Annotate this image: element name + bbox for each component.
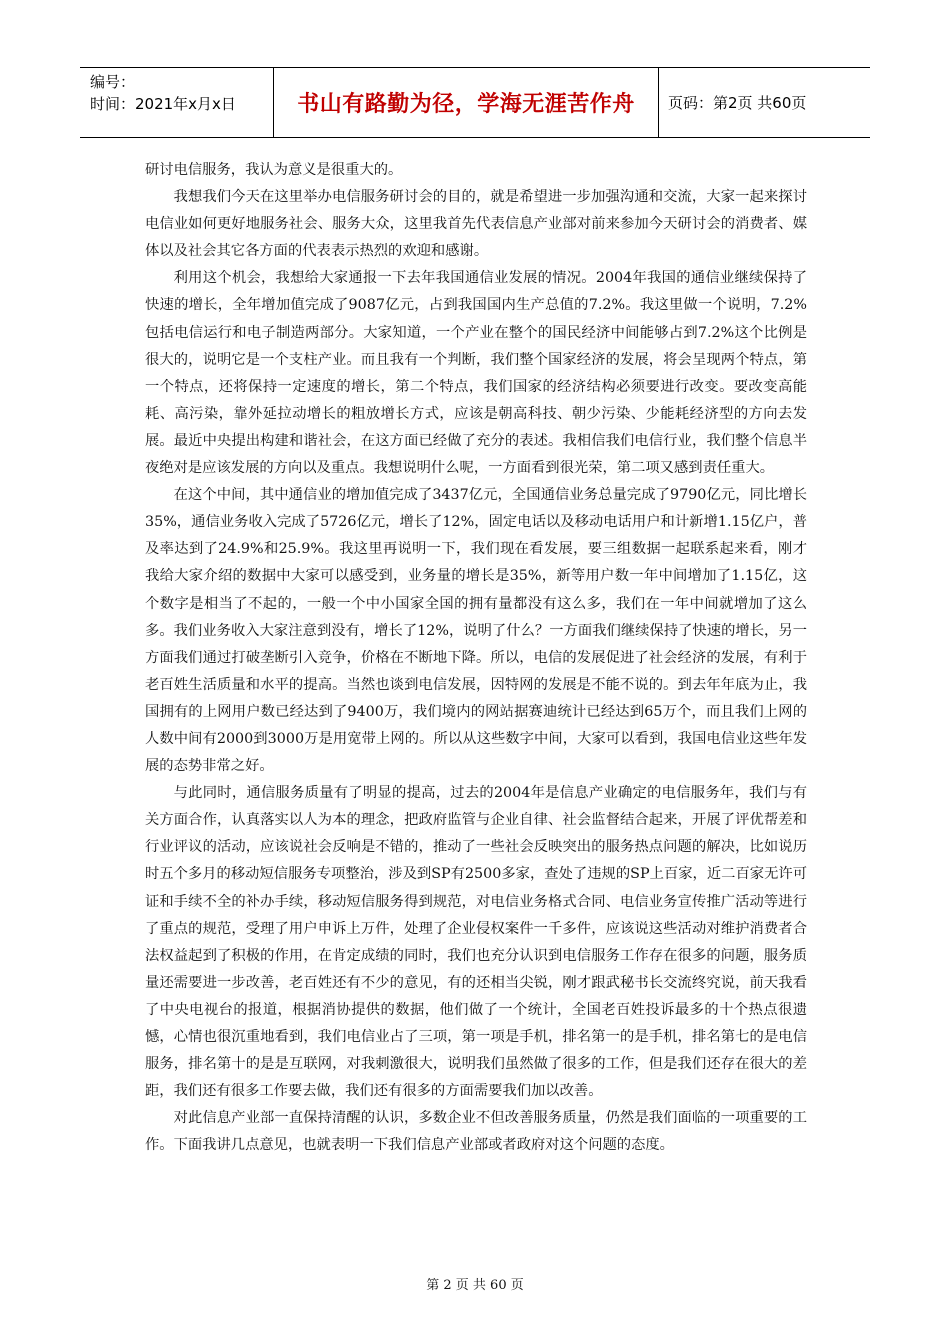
header-meta bbox=[90, 71, 270, 115]
document-number-label: 编号： bbox=[90, 73, 136, 91]
document-body bbox=[145, 157, 807, 1159]
header-divider-right bbox=[658, 67, 659, 138]
paragraph-2: 我想我们今天在这里举办电信服务研讨会的目的，就是希望进一步加强沟通和交流，大家一起来探讨电信业如何更好地服务社会、服务大众，这里我首先代表信息产业部对前来参加今天研讨会的消费者、媒体以及社会其它各方面的代表表示热烈的欢迎和感谢。 bbox=[145, 189, 807, 260]
document-time-label: 时间：2021年x月x日 bbox=[90, 95, 236, 113]
paragraph-1: 研讨电信服务，我认为意义是很重大的。 bbox=[145, 162, 403, 178]
header-motto: 书山有路勤为径，学海无涯苦作舟 bbox=[297, 92, 635, 117]
page-footer: 第 2 页 共 60 页 bbox=[426, 1278, 524, 1293]
header-page-info: 页码：第2页 共60页 bbox=[668, 94, 807, 112]
page-header bbox=[80, 67, 870, 139]
paragraph-3: 利用这个机会，我想给大家通报一下去年我国通信业发展的情况。2004年我国的通信业继续保持了快速的增长，全年增加值完成了9087亿元，占到我国国内生产总值的7.2%。我这里做一个说明，7.2%包括电信运行和电子制造两部分。大家知道，一个产业在整个的国民经济中间能够占到7.2%这个比例是很大的，说明它是一个支柱产业。而且我有一个判断，我们整个国家经济的发展，将会呈现两个特点，第一个特点，还将保持一定速度的增长，第二个特点，我们国家的经济结构必须要进行改变。要改变高能耗、高污染，靠外延拉动增长的粗放增长方式，应该是朝高科技、朝少污染、少能耗经济型的方向去发展。最近中央提出构建和谐社会，在这方面已经做了充分的表述。我相信我们电信行业，我们整个信息半夜绝对是应该发展的方向以及重点。我想说明什么呢，一方面看到很光荣，第二项又感到责任重大。 bbox=[145, 270, 807, 477]
paragraph-5: 与此同时，通信服务质量有了明显的提高，过去的2004年是信息产业确定的电信服务年，我们与有关方面合作，认真落实以人为本的理念，把政府监管与企业自律、社会监督结合起来，开展了评优帮差和行业评议的活动，应该说社会反响是不错的，推动了一些社会反映突出的服务热点问题的解决，比如说历时五个多月的移动短信服务专项整治，涉及到SP有2500多家，查处了违规的SP上百家，近二百家无许可证和手续不全的补办手续，移动短信服务得到规范，对电信业务格式合同、电信业务宣传推广活动等进行了重点的规范，受理了用户申诉上万件，处理了企业侵权案件一千多件，应该说这些活动对维护消费者合法权益起到了积极的作用，在肯定成绩的同时，我们也充分认识到电信服务工作存在很多的问题，服务质量还需要进一步改善，老百姓还有不少的意见，有的还相当尖锐，刚才跟武秘书长交流终究说，前天我看了中央电视台的报道，根据消协提供的数据，他们做了一个统计，全国老百姓投诉最多的十个热点很遗憾，心情也很沉重地看到，我们电信业占了三项，第一项是手机，排名第一的是手机，排名第七的是电信服务，排名第十的是是互联网，对我刺激很大，说明我们虽然做了很多的工作，但是我们还存在很大的差距，我们还有很多工作要去做，我们还有很多的方面需要我们加以改善。 bbox=[145, 785, 807, 1100]
paragraph-6: 对此信息产业部一直保持清醒的认识，多数企业不但改善服务质量，仍然是我们面临的一项重要的工作。下面我讲几点意见，也就表明一下我们信息产业部或者政府对这个问题的态度。 bbox=[145, 1110, 807, 1154]
paragraph-4: 在这个中间，其中通信业的增加值完成了3437亿元，全国通信业务总量完成了9790亿元，同比增长35%，通信业务收入完成了5726亿元，增长了12%，固定电话以及移动电话用户和计新增1.15亿户，普及率达到了24.9%和25.9%。我这里再说明一下，我们现在看发展，要三组数据一起联系起来看，刚才我给大家介绍的数据中大家可以感受到，业务量的增长是35%，新等用户数一年中间增加了1.15亿，这个数字是相当了不起的，一般一个中小国家全国的拥有量都没有这么多，我们在一年中间就增加了这么多。我们业务收入大家注意到没有，增长了12%，说明了什么？一方面我们继续保持了快速的增长，另一方面我们通过打破垄断引入竞争，价格在不断地下降。所以，电信的发展促进了社会经济的发展，有利于老百姓生活质量和水平的提高。当然也谈到电信发展，因特网的发展是不能不说的。到去年年底为止，我国拥有的上网用户数已经达到了9400万，我们境内的网站据赛迪统计已经达到65万个，而且我们上网的人数中间有2000到3000万是用宽带上网的。所以从这些数字中间，大家可以看到，我国电信业这些年发展的态势非常之好。 bbox=[145, 487, 807, 775]
